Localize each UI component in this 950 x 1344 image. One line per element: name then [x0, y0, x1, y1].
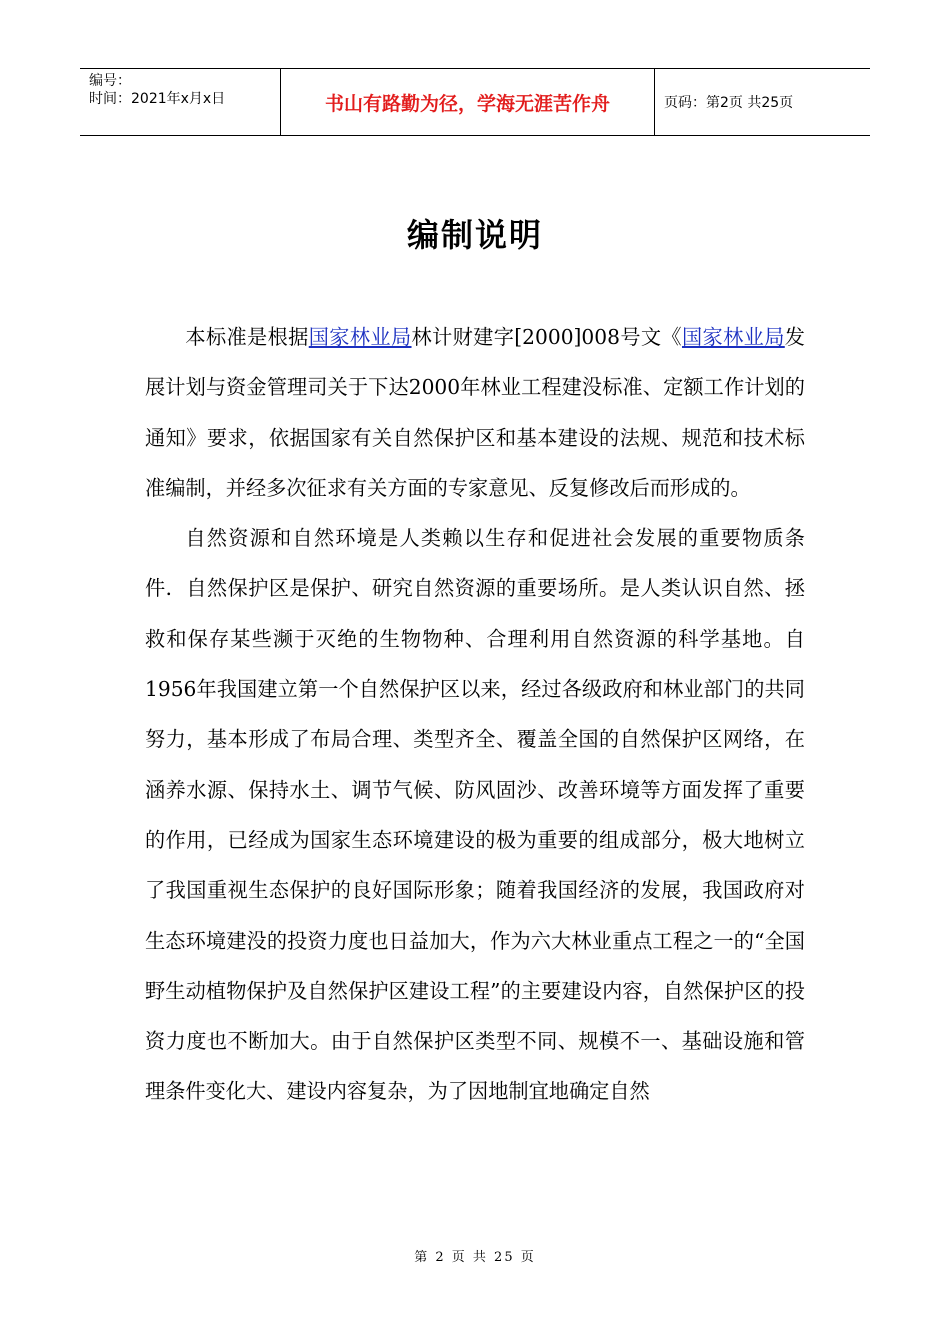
paragraph-1-text-2: 林计财建字[2000]008号文《	[411, 325, 682, 349]
document-body	[145, 312, 805, 1117]
document-time-label: 时间：2021年x月x日	[89, 91, 226, 107]
paragraph-2: 自然资源和自然环境是人类赖以生存和促进社会发展的重要物质条件．自然保护区是保护、研究自然资源的重要场所。是人类认识自然、拯救和保存某些濒于灭绝的生物物种、合理利用自然资源的科学基地。自1956年我国建立第一个自然保护区以来，经过各级政府和林业部门的共同努力，基本形成了布局合理、类型齐全、覆盖全国的自然保护区网络，在涵养水源、保持水土、调节气候、防风固沙、改善环境等方面发挥了重要的作用，已经成为国家生态环境建设的极为重要的组成部分，极大地树立了我国重视生态保护的良好国际形象；随着我国经济的发展，我国政府对生态环境建没的投资力度也日益加大，作为六大林业重点工程之一的“全国野生动植物保护及自然保护区建设工程”的主要建设内容，自然保护区的投资力度也不断加大。由于自然保护区类型不同、规模不一、基础设施和管理条件变化大、建设内容复杂，为了因地制宜地确定自然	[145, 526, 805, 1104]
header-motto-cell	[281, 69, 655, 135]
header-meta-cell	[80, 69, 281, 135]
forestry-bureau-link-1[interactable]: 国家林业局	[308, 325, 412, 349]
forestry-bureau-link-2[interactable]: 国家林业局	[681, 325, 785, 349]
header-motto: 书山有路勤为径，学海无涯苦作舟	[324, 92, 610, 115]
header-page-cell	[655, 69, 870, 135]
page-footer: 第 2 页 共 25 页	[414, 1250, 536, 1265]
document-title: 编制说明	[406, 216, 543, 254]
document-number-label: 编号：	[89, 73, 131, 89]
paragraph-1-text-3: 发展计划与资金管理司关于下达2000年林业工程建没标准、定额工作计划的通知》要求，依据国家有关自然保护区和基本建设的法规、规范和技术标准编制，并经多次征求有关方面的专家意见、反复修改后而形成的。	[145, 325, 805, 500]
header-page-info: 页码：第2页 共25页	[664, 95, 794, 111]
paragraph-1-text-1: 本标准是根据	[185, 325, 309, 349]
paragraph-1	[145, 312, 805, 513]
header-table	[80, 68, 870, 136]
